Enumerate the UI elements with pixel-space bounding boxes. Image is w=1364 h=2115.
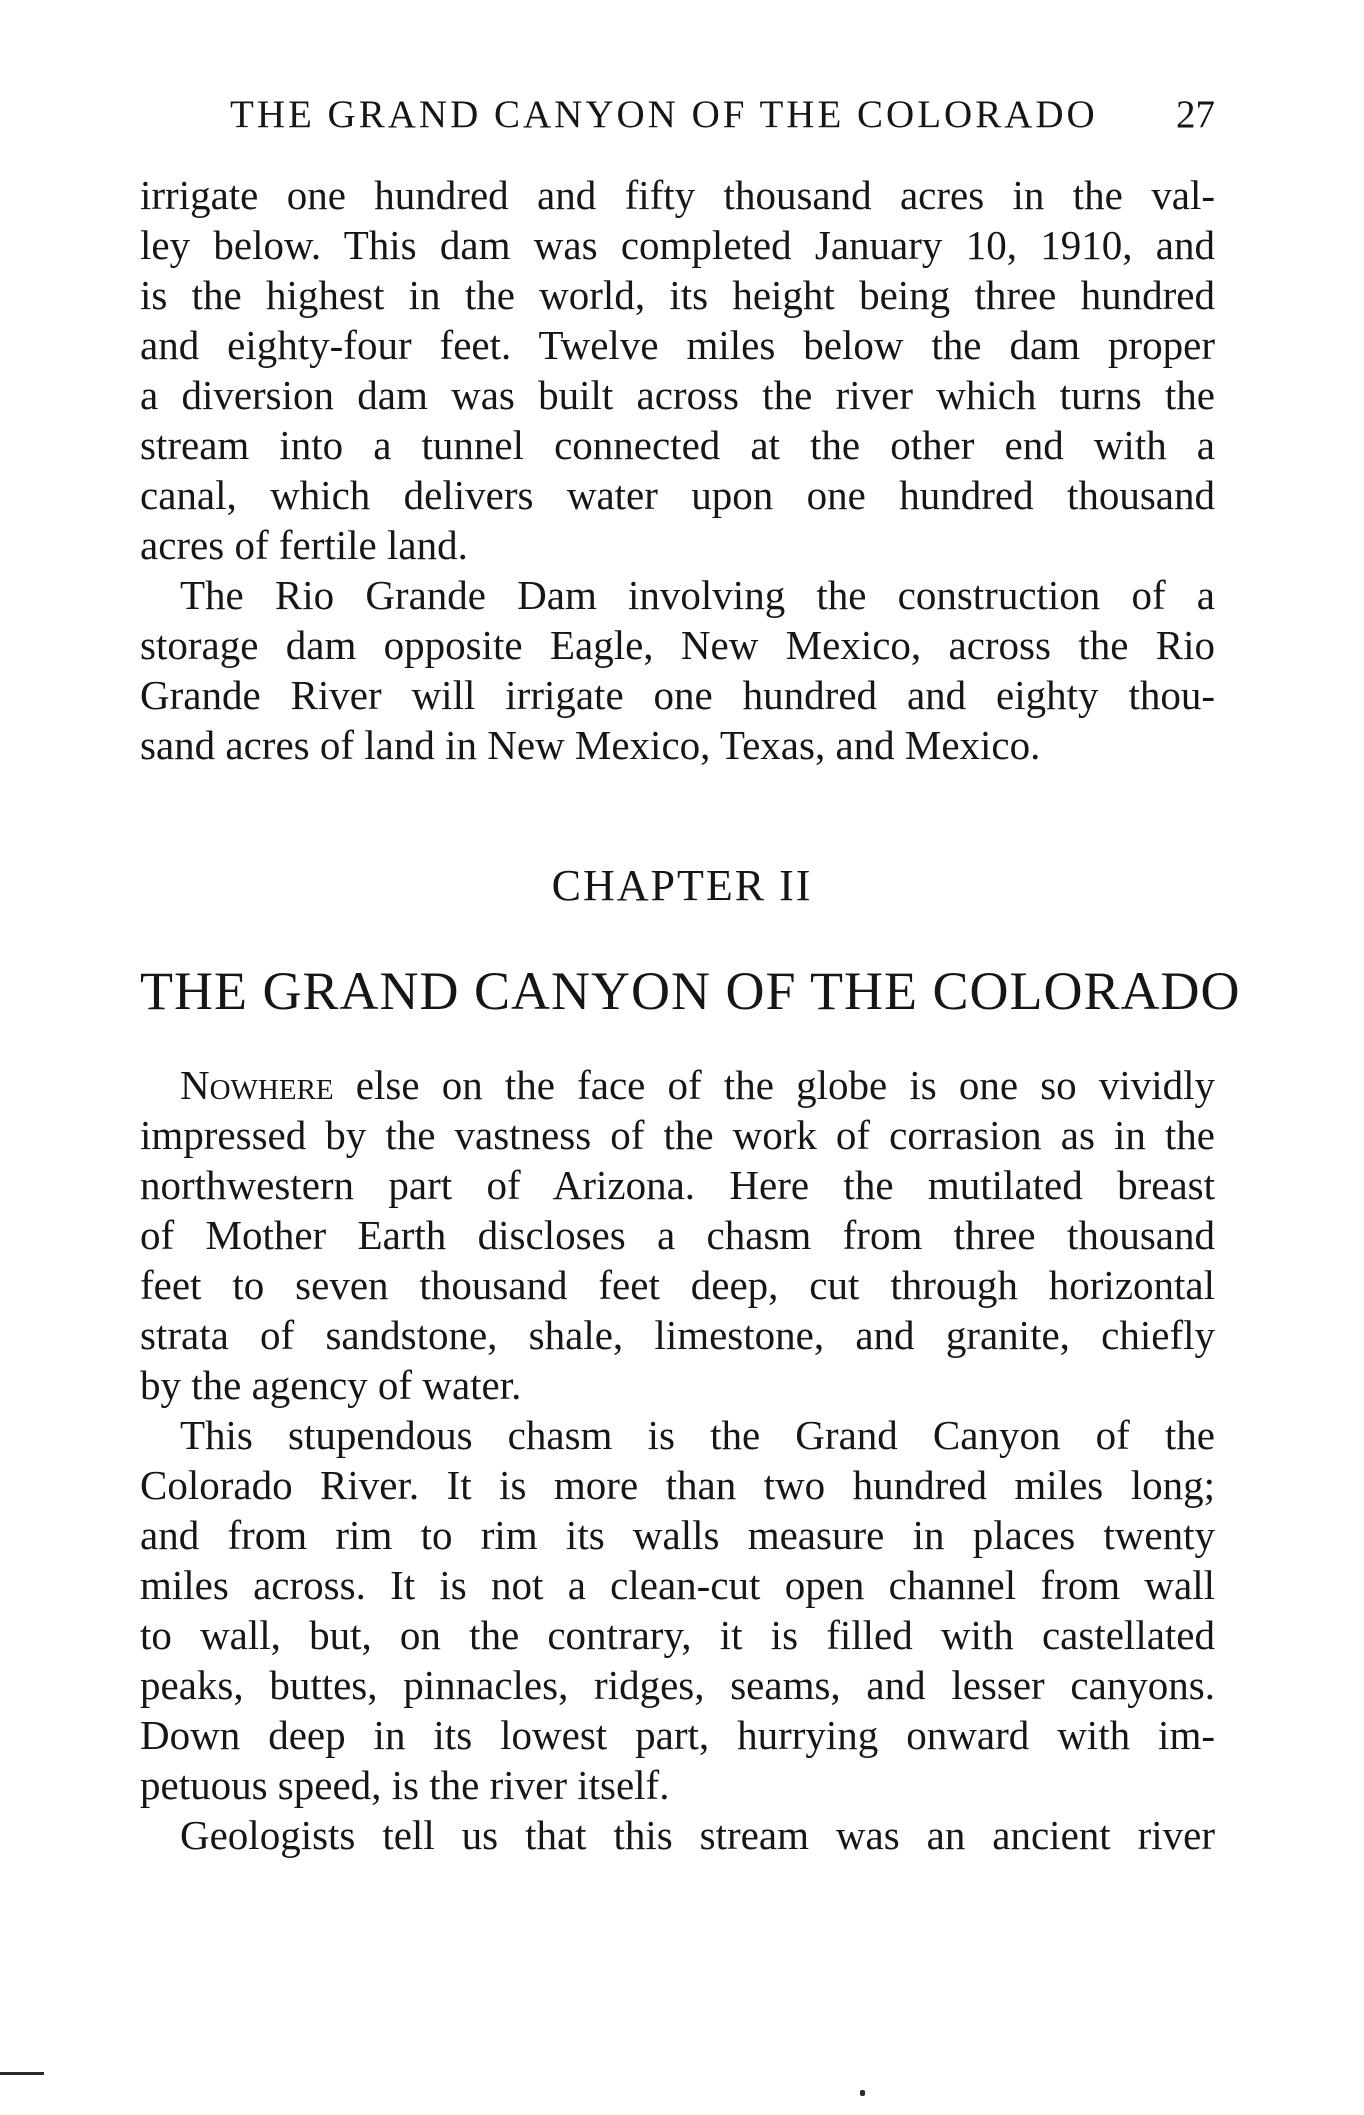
text-line: miles across. It is not a clean-cut open channel from wall xyxy=(140,1562,1215,1608)
chapter-number: CHAPTER II xyxy=(551,861,813,910)
text-line: Colorado River. It is more than two hundred miles long; xyxy=(140,1462,1215,1508)
text-line xyxy=(140,1060,1215,1110)
text-line: of Mother Earth discloses a chasm from three thousand xyxy=(140,1212,1215,1258)
scan-speck xyxy=(860,2090,865,2096)
text-line: and eighty-four feet. Twelve miles below the dam proper xyxy=(140,322,1215,368)
chapter-title: THE GRAND CANYON OF THE COLORADO xyxy=(140,961,1241,1021)
text-line: Down deep in its lowest part, hurrying onward with im- xyxy=(140,1712,1215,1758)
text-line: Grande River will irrigate one hundred and eighty thou- xyxy=(140,672,1215,718)
text-line: peaks, buttes, pinnacles, ridges, seams, and lesser canyons. xyxy=(140,1662,1215,1708)
scan-mark xyxy=(0,2072,44,2075)
opening-line-rest: else on the face of the globe is one so vividly xyxy=(333,1062,1215,1108)
opening-word: Nowhere xyxy=(180,1062,334,1108)
text-line: storage dam opposite Eagle, New Mexico, across the Rio xyxy=(140,622,1215,668)
text-line: This stupendous chasm is the Grand Canyon of the xyxy=(180,1412,1215,1458)
paragraph xyxy=(140,1810,1215,1860)
text-line: ley below. This dam was completed January 10, 1910, and xyxy=(140,222,1215,268)
text-line: The Rio Grande Dam involving the construction of a xyxy=(180,572,1215,618)
text-after-chapter xyxy=(140,1060,1215,1860)
text-line: a diversion dam was built across the river which turns the xyxy=(140,372,1215,418)
text-line: acres of fertile land. xyxy=(140,522,468,568)
page-number: 27 xyxy=(1176,93,1215,136)
text-line: canal, which delivers water upon one hundred thousand xyxy=(140,472,1215,518)
text-line: feet to seven thousand feet deep, cut through horizontal xyxy=(140,1262,1215,1308)
text-line: impressed by the vastness of the work of corrasion as in the xyxy=(140,1112,1215,1158)
paragraph xyxy=(140,1060,1215,1410)
paragraph xyxy=(140,1410,1215,1810)
text-line: is the highest in the world, its height being three hundred xyxy=(140,272,1215,318)
text-line: to wall, but, on the contrary, it is filled with castellated xyxy=(140,1612,1215,1658)
text-line: stream into a tunnel connected at the other end with a xyxy=(140,422,1215,468)
paragraph xyxy=(140,170,1215,570)
text-line: and from rim to rim its walls measure in places twenty xyxy=(140,1512,1215,1558)
paragraph xyxy=(140,570,1215,770)
text-line: strata of sandstone, shale, limestone, and granite, chiefly xyxy=(140,1312,1215,1358)
text-before-chapter xyxy=(140,170,1215,770)
text-line: Geologists tell us that this stream was an ancient river xyxy=(180,1812,1215,1858)
text-line: by the agency of water. xyxy=(140,1362,522,1408)
text-line: northwestern part of Arizona. Here the mutilated breast xyxy=(140,1162,1215,1208)
running-title: THE GRAND CANYON OF THE COLORADO xyxy=(230,93,1098,136)
running-header xyxy=(230,92,1215,137)
text-line: petuous speed, is the river itself. xyxy=(140,1762,670,1808)
text-line: sand acres of land in New Mexico, Texas, and Mexico. xyxy=(140,722,1041,768)
text-line: irrigate one hundred and fifty thousand acres in the val- xyxy=(140,172,1215,218)
